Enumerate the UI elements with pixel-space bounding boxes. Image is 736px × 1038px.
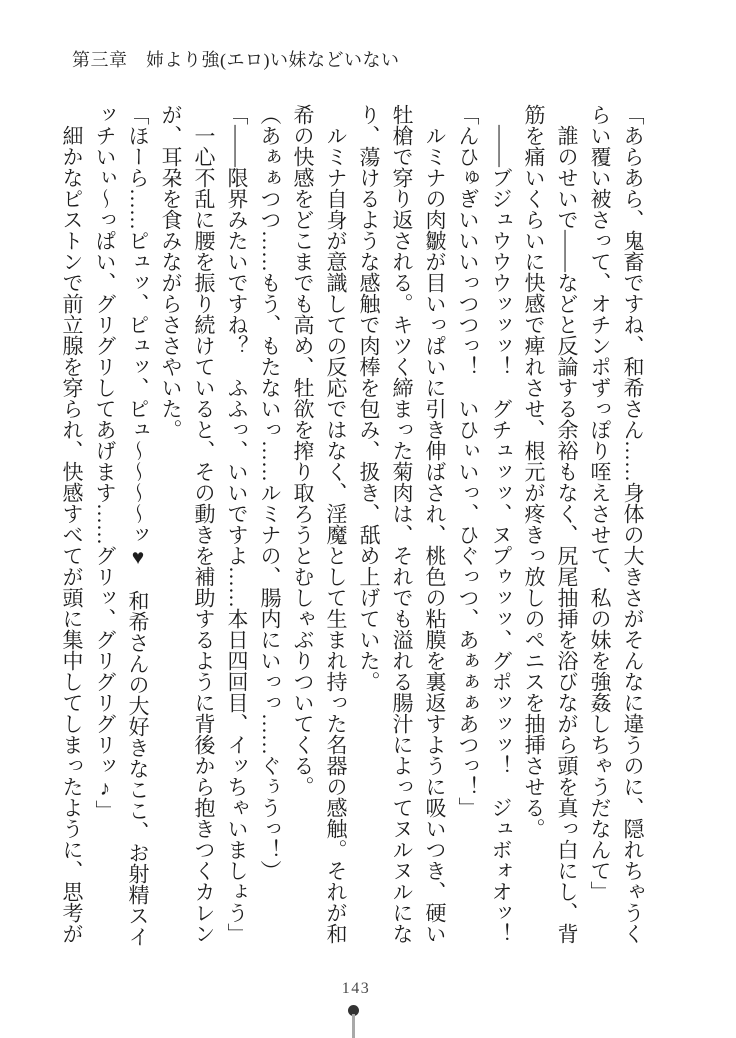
text-line: らい覆い被さって、オチンポずっぽり咥えさせて、私の妹を強姦しちゃうだなんて」	[588, 104, 612, 902]
text-line: 牡槍で穿り返される。キツく締まった菊肉は、それでも溢れる腸汁によってヌルヌルにな	[390, 104, 414, 944]
text-line: ッチいぃ～っぱい、グリグリしてあげます……グリッ、グリグリグリッ♪」	[93, 104, 117, 821]
text-line: ルミナ自身が意識しての反応ではなく、淫魔として生まれ持った名器の感触。それが和	[324, 104, 348, 944]
text-line: 筋を痛いくらいに快感で痺れさせ、根元が疼きっ放しのペニスを抽挿させる。	[522, 104, 546, 839]
text-line: （あぁぁつつ……もう、もたないっ……ルミナの、腸内にいっっ……ぐぅうっ！）	[258, 104, 282, 881]
chapter-header: 第三章 姉より強(エロ)い妹などいない	[72, 50, 400, 70]
text-line: 「あらあら、鬼畜ですね、和希さん……身体の大きさがそんなに違うのに、隠れちゃうく	[621, 104, 645, 944]
text-line: が、耳朶を食みながらささやいた。	[159, 104, 183, 440]
text-line: 誰のせいで――などと反論する余裕もなく、尻尾抽挿を浴びながら頭を真っ白にし、背	[555, 104, 579, 944]
text-line: り、蕩けるような感触で肉棒を包み、扱き、舐め上げていた。	[357, 104, 381, 692]
text-line: 「んひゅぎいいいっつつっ！ いひぃいっ、ひぐっつ、あぁぁぁあつっ！」	[456, 104, 480, 818]
text-line: 一心不乱に腰を振り続けていると、その動きを補助するように背後から抱きつくカレン	[192, 104, 216, 944]
text-line: 「ほーら……ピュッ、ピュッ、ピュ～～～～ッ♥ 和希さんの大好きなここ、お射精スイ	[126, 104, 150, 947]
vertical-text-block	[55, 104, 649, 952]
marker-stem	[352, 1014, 355, 1038]
page-number: 143	[341, 980, 371, 997]
text-line: 「――限界みたいですね？ ふふっ、いいですよ……本日四回目、イッちゃいましょう」	[225, 104, 249, 944]
text-line: ――ブジュウウウッッッ！ グチュッッ、ヌプゥッッ、グポッッッ！ ジュボォオッ！	[489, 104, 513, 944]
text-line: ルミナの肉皺が目いっぱいに引き伸ばされ、桃色の粘膜を裏返すように吸いつき、硬い	[423, 104, 447, 944]
text-line: 希の快感をどこまでも高め、牡欲を搾り取ろうとむしゃぶりついてくる。	[291, 104, 315, 797]
text-line: 細かなピストンで前立腺を穿られ、快感すべてが頭に集中してしまったように、思考が	[60, 104, 84, 944]
